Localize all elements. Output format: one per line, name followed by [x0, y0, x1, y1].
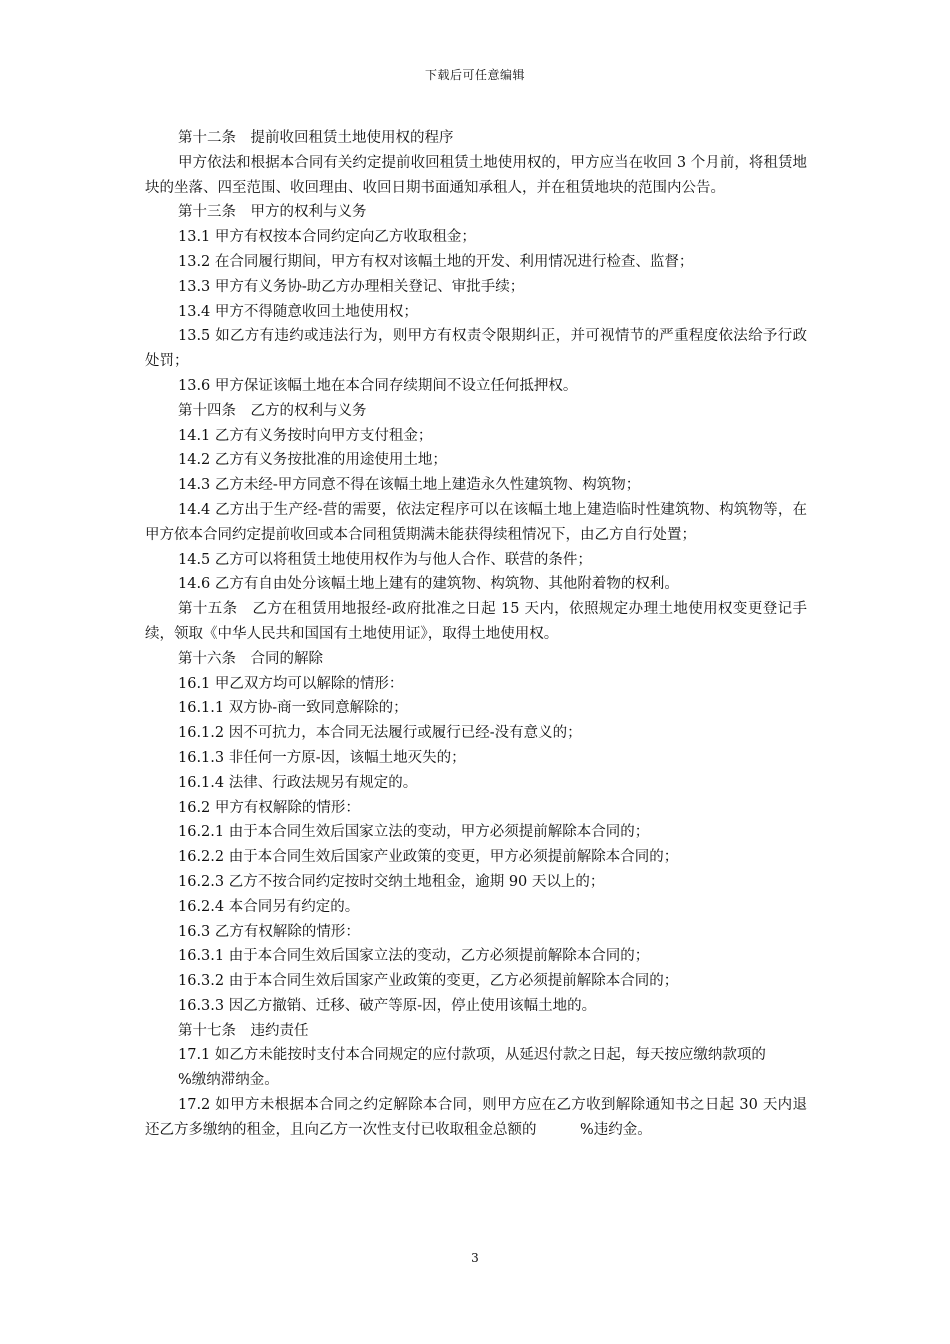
clause-14-6: 14.6 乙方有自由处分该幅土地上建有的建筑物、构筑物、其他附着物的权利。: [178, 576, 679, 593]
article-15-text: 第十五条 乙方在租赁用地报经-政府批准之日起 15 天内，依照规定办理土地使用权变更登记手续，领取《中华人民共和国国有土地使用证》，取得土地使用权。: [145, 601, 807, 642]
document-body: [145, 126, 807, 1143]
clause-16-1-2: 16.1.2 因不可抗力，本合同无法履行或履行已经-没有意义的；: [178, 725, 582, 742]
clause-14-2: 14.2 乙方有义务按批准的用途使用土地；: [178, 452, 447, 469]
clause-16-2-2: 16.2.2 由于本合同生效后国家产业政策的变更，甲方必须提前解除本合同的；: [178, 849, 679, 866]
clause-14-1: 14.1 乙方有义务按时向甲方支付租金；: [178, 427, 433, 444]
clause-16-2-4: 16.2.4 本合同另有约定的。: [178, 898, 360, 915]
clause-13-5: 13.5 如乙方有违约或违法行为，则甲方有权责令限期纠正，并可视情节的严重程度依法给予行政处罚；: [145, 328, 807, 370]
article-12-heading: 第十二条 提前收回租赁土地使用权的程序: [178, 130, 454, 146]
clause-16-2: 16.2 甲方有权解除的情形：: [178, 799, 360, 816]
page-number: 3: [471, 1251, 479, 1265]
article-13-heading: 第十三条 甲方的权利与义务: [178, 204, 367, 221]
clause-16-1: 16.1 甲乙双方均可以解除的情形：: [178, 675, 404, 692]
clause-17-2: 17.2 如甲方未根据本合同之约定解除本合同，则甲方应在乙方收到解除通知书之日起 30 天内退还乙方多缴纳的租金，且向乙方一次性支付已收取租金总额的 %违约金。: [145, 1097, 807, 1138]
clause-14-3: 14.3 乙方未经-甲方同意不得在该幅土地上建造永久性建筑物、构筑物；: [178, 477, 641, 494]
article-17-heading: 第十七条 违约责任: [178, 1022, 309, 1039]
clause-13-6: 13.6 甲方保证该幅土地在本合同存续期间不设立任何抵押权。: [178, 377, 578, 394]
clause-16-3-2: 16.3.2 由于本合同生效后国家产业政策的变更，乙方必须提前解除本合同的；: [178, 973, 679, 990]
clause-13-4: 13.4 甲方不得随意收回土地使用权；: [178, 303, 418, 320]
clause-17-1-continued: %缴纳滞纳金。: [178, 1072, 279, 1089]
clause-13-1: 13.1 甲方有权按本合同约定向乙方收取租金；: [178, 229, 476, 246]
clause-16-1-1: 16.1.1 双方协-商一致同意解除的；: [178, 700, 408, 717]
page-header: 下载后可任意编辑: [424, 68, 525, 82]
clause-16-2-3: 16.2.3 乙方不按合同约定按时交纳土地租金，逾期 90 天以上的；: [178, 873, 605, 890]
clause-13-2: 13.2 在合同履行期间，甲方有权对该幅土地的开发、利用情况进行检查、监督；: [178, 253, 694, 270]
clause-16-2-1: 16.2.1 由于本合同生效后国家立法的变动，甲方必须提前解除本合同的；: [178, 824, 650, 841]
clause-16-3-1: 16.3.1 由于本合同生效后国家立法的变动，乙方必须提前解除本合同的；: [178, 948, 650, 965]
clause-13-3: 13.3 甲方有义务协-助乙方办理相关登记、审批手续；: [178, 278, 525, 295]
clause-17-1: 17.1 如乙方未能按时支付本合同规定的应付款项，从延迟付款之日起，每天按应缴纳款项的: [178, 1047, 766, 1064]
clause-14-5: 14.5 乙方可以将租赁土地使用权作为与他人合作、联营的条件；: [178, 551, 592, 568]
article-12-text: 甲方依法和根据本合同有关约定提前收回租赁土地使用权的，甲方应当在收回 3 个月前，将租赁地块的坐落、四至范围、收回理由、收回日期书面通知承租人，并在租赁地块的范围内公告。: [145, 154, 807, 196]
clause-16-3: 16.3 乙方有权解除的情形：: [178, 923, 360, 940]
article-14-heading: 第十四条 乙方的权利与义务: [178, 402, 367, 419]
clause-16-1-3: 16.1.3 非任何一方原-因，该幅土地灭失的；: [178, 749, 466, 766]
clause-16-3-3: 16.3.3 因乙方撤销、迁移、破产等原-因，停止使用该幅土地的。: [178, 997, 597, 1014]
clause-16-1-4: 16.1.4 法律、行政法规另有规定的。: [178, 774, 418, 791]
clause-14-4: 14.4 乙方出于生产经-营的需要，依法定程序可以在该幅土地上建造临时性建筑物、构筑物等，在甲方依本合同约定提前收回或本合同租赁期满未能获得续租情况下，由乙方自行处置；: [145, 501, 807, 543]
article-16-heading: 第十六条 合同的解除: [178, 650, 323, 667]
